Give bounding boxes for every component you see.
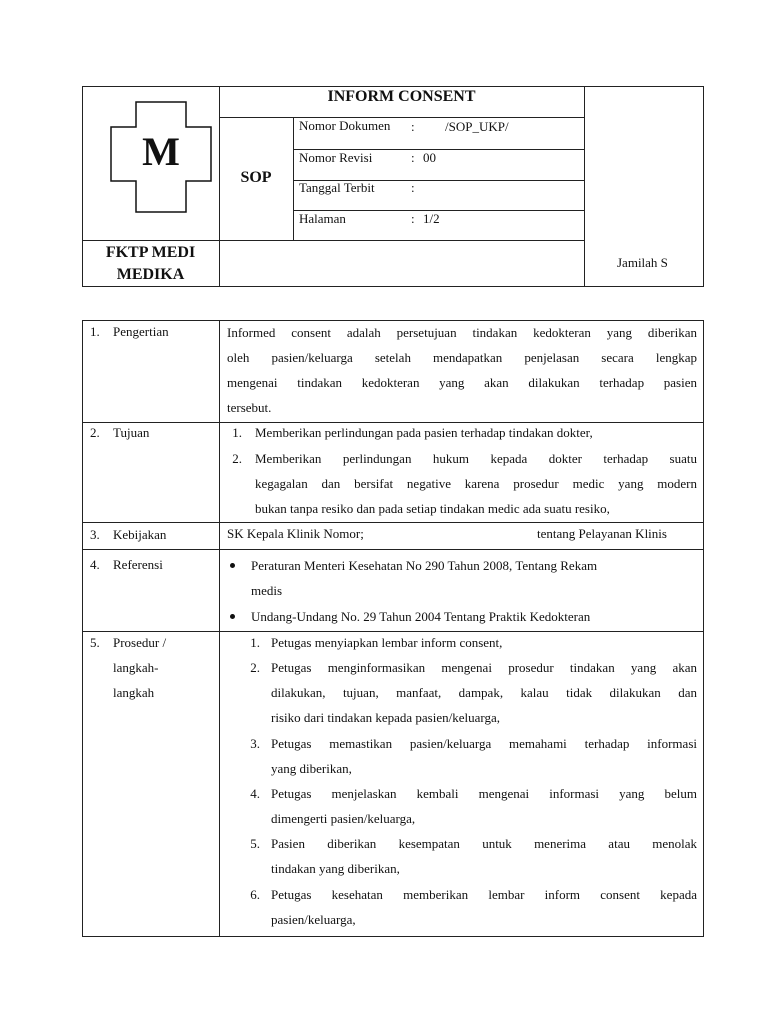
kebijakan-text-right: tentang Pelayanan Klinis	[537, 526, 667, 541]
section-label-pengertian: Pengertian	[113, 324, 169, 339]
divider	[82, 549, 704, 550]
section-number: 4.	[90, 557, 100, 572]
signature-name: Jamilah S	[617, 255, 668, 270]
procedure-step: Petugas kesehatan memberikan lembar inform consent kepada pasien/keluarga,	[271, 887, 697, 927]
sop-label: SOP	[240, 169, 272, 186]
org-name-line2: MEDIKA	[116, 266, 185, 283]
list-number: 5.	[250, 836, 260, 851]
bullet-icon	[230, 614, 235, 619]
divider	[219, 117, 584, 118]
procedure-step: Petugas memastikan pasien/keluarga memahami terhadap informasi yang diberikan,	[271, 736, 697, 776]
list-number: 1.	[232, 425, 242, 440]
section-label-referensi: Referensi	[113, 557, 163, 572]
list-number: 1.	[250, 635, 260, 650]
field-value-halaman: 1/2	[423, 211, 440, 226]
reference-item: Peraturan Menteri Kesehatan No 290 Tahun 2008, Tentang Rekam medis	[251, 558, 598, 598]
list-number: 6.	[250, 887, 260, 902]
field-separator: :	[411, 119, 415, 134]
field-label-halaman: Halaman	[299, 211, 346, 226]
list-number: 2.	[250, 660, 260, 675]
list-item: Memberikan perlindungan pada pasien terhadap tindakan dokter,	[255, 425, 593, 440]
list-number: 2.	[232, 451, 242, 466]
field-label-tanggal-terbit: Tanggal Terbit	[299, 180, 375, 195]
section-number: 1.	[90, 324, 100, 339]
list-number: 4.	[250, 786, 260, 801]
field-value-nomor-dokumen: /SOP_UKP/	[445, 119, 509, 134]
field-label-nomor-revisi: Nomor Revisi	[299, 150, 373, 165]
field-separator: :	[411, 211, 415, 226]
field-separator: :	[411, 180, 415, 195]
list-number: 3.	[250, 736, 260, 751]
divider	[584, 86, 585, 287]
procedure-step: Petugas menyiapkan lembar inform consent,	[271, 635, 503, 650]
section-number: 2.	[90, 425, 100, 440]
org-name-line1: FKTP MEDI	[105, 244, 196, 261]
divider	[82, 522, 704, 523]
section-label-prosedur: Prosedur / langkah- langkah	[113, 635, 167, 700]
document-title: INFORM CONSENT	[327, 88, 476, 105]
field-value-nomor-revisi: 00	[423, 150, 436, 165]
divider	[82, 240, 584, 241]
pengertian-text: Informed consent adalah persetujuan tindakan kedokteran yang diberikan oleh pasien/keluarga setelah mendapatkan penjelasan secara lengkap mengenai tindakan kedokteran yang akan dilakukan terhadap pasien tersebut.	[227, 325, 697, 415]
logo-letter: M	[142, 129, 180, 174]
field-label-nomor-dokumen: Nomor Dokumen	[299, 118, 391, 133]
procedure-step: Pasien diberikan kesempatan untuk menerima atau menolak tindakan yang diberikan,	[271, 836, 697, 876]
section-label-tujuan: Tujuan	[113, 425, 150, 440]
procedure-step: Petugas menjelaskan kembali mengenai informasi yang belum dimengerti pasien/keluarga,	[271, 786, 697, 826]
list-item: Memberikan perlindungan hukum kepada dokter terhadap suatu kegagalan dan bersifat negative karena prosedur medic yang modern bukan tanpa resiko dan pada setiap tindakan medic ada suatu resiko,	[255, 451, 697, 516]
divider	[219, 320, 220, 937]
section-number: 3.	[90, 527, 100, 542]
field-separator: :	[411, 150, 415, 165]
section-number: 5.	[90, 635, 100, 650]
reference-item: Undang-Undang No. 29 Tahun 2004 Tentang Praktik Kedokteran	[251, 609, 591, 624]
section-label-kebijakan: Kebijakan	[113, 527, 167, 542]
bullet-icon	[230, 563, 235, 568]
procedure-step: Petugas menginformasikan mengenai prosedur tindakan yang akan dilakukan, tujuan, manfaat, dampak, kalau tidak dilakukan dan risiko dari tindakan kepada pasien/keluarga,	[271, 660, 697, 725]
kebijakan-text: SK Kepala Klinik Nomor;	[227, 526, 364, 541]
divider	[293, 117, 294, 241]
